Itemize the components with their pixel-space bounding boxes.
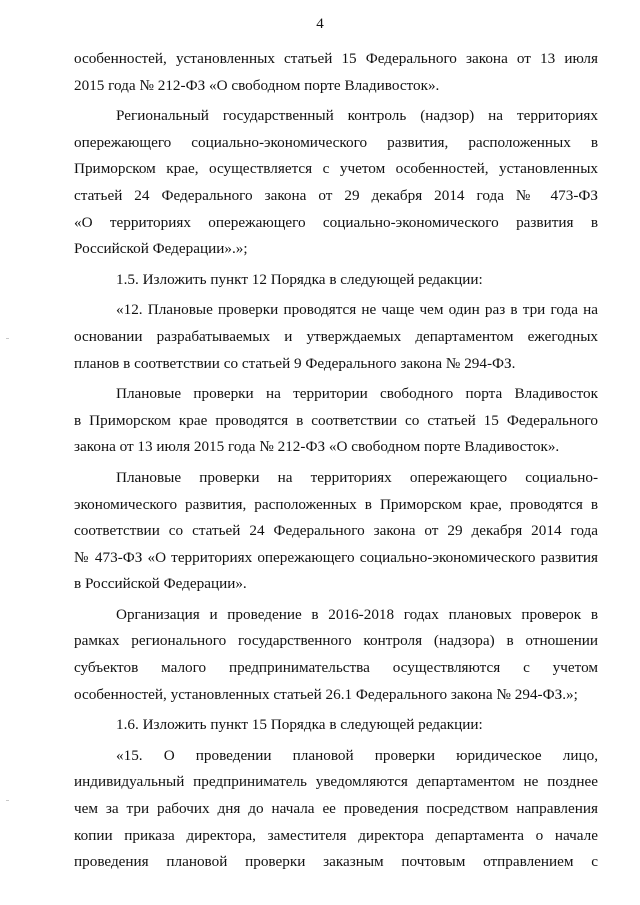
text-line: копии приказа директора, заместителя директора департамента о начале xyxy=(74,826,598,844)
text-line: закона от 13 июля 2015 года № 212-ФЗ «О свободном порте Владивосток». xyxy=(74,438,560,456)
text-line: «12. Плановые проверки проводятся не чаще чем один раз в три года на xyxy=(116,301,598,319)
text-line: 1.5. Изложить пункт 12 Порядка в следующей редакции: xyxy=(116,270,483,288)
text-line: экономического развития, расположенных в Приморском крае, проводятся в xyxy=(74,495,598,513)
text-line: в Российской Федерации». xyxy=(74,575,247,593)
text-line: 1.6. Изложить пункт 15 Порядка в следующей редакции: xyxy=(116,716,483,734)
text-line: основании разрабатываемых и утверждаемых департаментом ежегодных xyxy=(74,327,598,345)
text-line: Плановые проверки на территориях опережающего социально- xyxy=(116,468,598,486)
text-line: чем за три рабочих дня до начала ее проведения посредством направления xyxy=(74,800,598,818)
text-line: № 473-ФЗ «О территориях опережающего социально-экономического развития xyxy=(74,548,598,566)
text-line: субъектов малого предпринимательства осуществляются с учетом xyxy=(74,659,598,677)
text-line: Региональный государственный контроль (надзор) на территориях xyxy=(116,107,598,125)
page-number: 4 xyxy=(316,16,324,32)
text-line: соответствии со статьей 24 Федерального закона от 29 декабря 2014 года xyxy=(74,522,598,540)
margin-mark xyxy=(6,338,9,339)
text-line: «О территориях опережающего социально-экономического развития в xyxy=(74,213,598,231)
margin-mark xyxy=(6,800,9,801)
text-line: 2015 года № 212-ФЗ «О свободном порте Владивосток». xyxy=(74,76,440,94)
text-line: Российской Федерации».»; xyxy=(74,240,248,258)
text-line: статьей 24 Федерального закона от 29 декабря 2014 года № 473-ФЗ xyxy=(74,186,598,204)
text-line: опережающего социально-экономического развития, расположенных в xyxy=(74,133,598,151)
text-line: Приморском крае, осуществляется с учетом особенностей, установленных xyxy=(74,160,598,178)
text-line: в Приморском крае проводятся в соответствии со статьей 15 Федерального xyxy=(74,411,598,429)
document-body xyxy=(74,46,598,876)
text-line: рамках регионального государственного контроля (надзора) в отношении xyxy=(74,632,598,650)
text-line: «15. О проведении плановой проверки юридическое лицо, xyxy=(116,746,598,764)
text-line: Организация и проведение в 2016-2018 годах плановых проверок в xyxy=(116,605,598,623)
text-line: индивидуальный предприниматель уведомляются департаментом не позднее xyxy=(74,773,598,791)
text-line: особенностей, установленных статьей 15 Федерального закона от 13 июля xyxy=(74,50,598,67)
text-line: Плановые проверки на территории свободного порта Владивосток xyxy=(116,385,598,403)
text-line: особенностей, установленных статьей 26.1 Федерального закона № 294-ФЗ.»; xyxy=(74,685,578,703)
text-line: проведения плановой проверки заказным почтовым отправлением с xyxy=(74,853,598,871)
text-line: планов в соответствии со статьей 9 Федерального закона № 294-ФЗ. xyxy=(74,354,516,372)
